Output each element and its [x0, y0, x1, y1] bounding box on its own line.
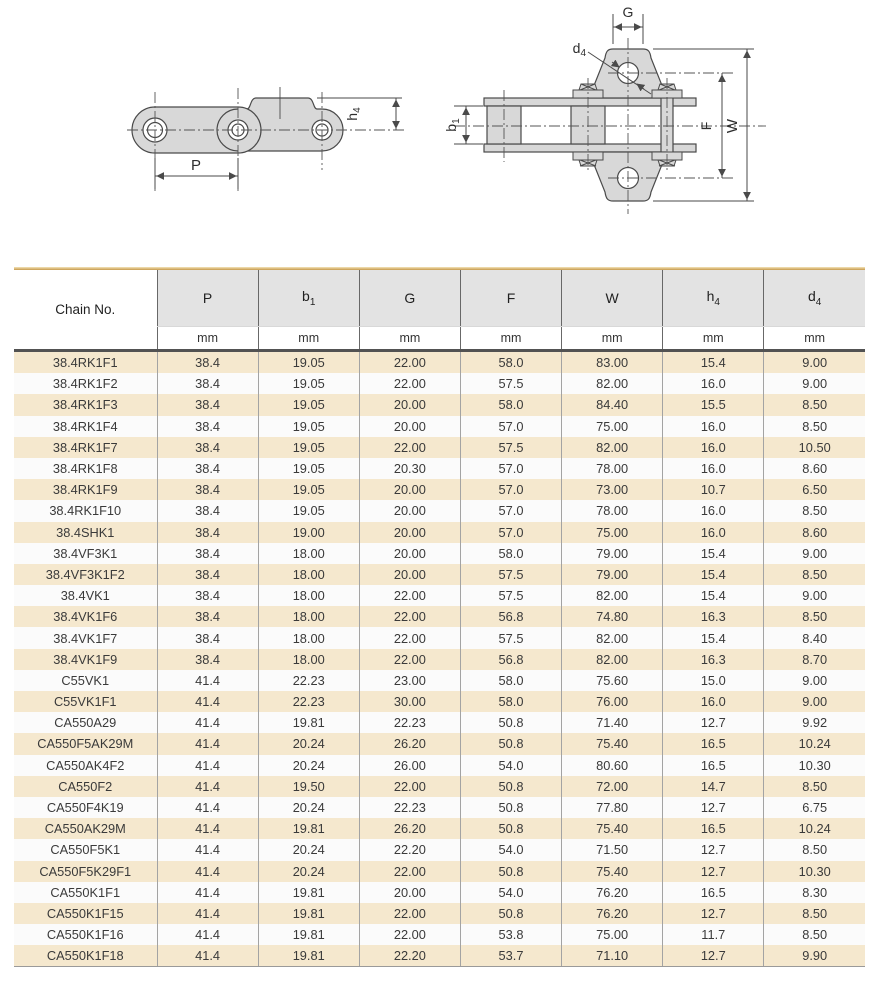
value-cell: 9.00 — [764, 373, 865, 394]
value-cell: 75.60 — [562, 670, 663, 691]
table-row — [14, 585, 865, 606]
value-cell: 23.00 — [359, 670, 460, 691]
table-row — [14, 755, 865, 776]
chain-no-cell: 38.4VK1F7 — [53, 630, 118, 646]
value-cell: 38.4 — [157, 522, 258, 543]
value-cell: 19.05 — [258, 437, 359, 458]
value-cell: 38.4 — [157, 479, 258, 500]
value-cell: 38.4 — [157, 649, 258, 670]
chain-no-cell: 38.4VF3K1 — [53, 545, 118, 561]
value-cell: 18.00 — [258, 564, 359, 585]
table-row — [14, 500, 865, 521]
value-cell: 50.8 — [460, 903, 561, 924]
value-cell: 10.24 — [764, 818, 865, 839]
table-row — [14, 649, 865, 670]
value-cell: 16.3 — [663, 649, 764, 670]
value-cell: 14.7 — [663, 776, 764, 797]
value-cell: 38.4 — [157, 627, 258, 648]
unit-cell-f: mm — [460, 327, 561, 351]
column-header-w: W — [562, 270, 663, 327]
technical-drawings — [0, 0, 879, 240]
value-cell: 9.00 — [764, 585, 865, 606]
value-cell: 22.00 — [359, 606, 460, 627]
side-view-diagram — [127, 87, 407, 191]
value-cell: 82.00 — [562, 437, 663, 458]
value-cell: 26.20 — [359, 818, 460, 839]
value-cell: 20.00 — [359, 543, 460, 564]
value-cell: 57.0 — [460, 416, 561, 437]
value-cell: 15.4 — [663, 564, 764, 585]
value-cell: 41.4 — [157, 776, 258, 797]
unit-cell-p: mm — [157, 327, 258, 351]
value-cell: 41.4 — [157, 670, 258, 691]
value-cell: 9.00 — [764, 543, 865, 564]
value-cell: 20.00 — [359, 882, 460, 903]
table-row — [14, 924, 865, 945]
f-label: F — [698, 121, 714, 131]
value-cell: 41.4 — [157, 733, 258, 754]
value-cell: 38.4 — [157, 394, 258, 415]
value-cell: 22.00 — [359, 924, 460, 945]
value-cell: 22.23 — [258, 691, 359, 712]
value-cell: 38.4 — [157, 543, 258, 564]
value-cell: 79.00 — [562, 564, 663, 585]
value-cell: 57.0 — [460, 522, 561, 543]
value-cell: 20.00 — [359, 564, 460, 585]
table-row — [14, 797, 865, 818]
value-cell: 19.05 — [258, 394, 359, 415]
value-cell: 72.00 — [562, 776, 663, 797]
chain-no-cell: CA550K1F18 — [14, 945, 157, 967]
unit-cell-g: mm — [359, 327, 460, 351]
value-cell: 20.24 — [258, 861, 359, 882]
value-cell: 16.5 — [663, 733, 764, 754]
chain-no-cell: 38.4VK1 — [60, 588, 110, 604]
value-cell: 57.5 — [460, 627, 561, 648]
value-cell: 22.00 — [359, 437, 460, 458]
table-row — [14, 543, 865, 564]
value-cell: 22.23 — [359, 712, 460, 733]
value-cell: 76.20 — [562, 903, 663, 924]
value-cell: 30.00 — [359, 691, 460, 712]
value-cell: 8.40 — [764, 627, 865, 648]
chain-no-cell: CA550F5K29F1 — [39, 863, 132, 879]
column-header-b1: $b_1$ — [258, 270, 359, 327]
value-cell: 10.50 — [764, 437, 865, 458]
value-cell: 6.75 — [764, 797, 865, 818]
value-cell: 8.50 — [764, 394, 865, 415]
chain-no-cell: 38.4RK1F8 — [52, 461, 118, 477]
value-cell: 71.40 — [562, 712, 663, 733]
value-cell: 41.4 — [157, 924, 258, 945]
column-header-h4: $h_4$ — [663, 270, 764, 327]
table-row — [14, 945, 865, 967]
value-cell: 38.4 — [157, 564, 258, 585]
value-cell: 75.00 — [562, 924, 663, 945]
value-cell: 8.30 — [764, 882, 865, 903]
value-cell: 8.50 — [764, 903, 865, 924]
value-cell: 22.00 — [359, 776, 460, 797]
value-cell: 16.3 — [663, 606, 764, 627]
value-cell: 53.8 — [460, 924, 561, 945]
value-cell: 50.8 — [460, 712, 561, 733]
value-cell: 71.10 — [562, 945, 663, 967]
value-cell: 16.0 — [663, 437, 764, 458]
value-cell: 10.7 — [663, 479, 764, 500]
value-cell: 9.00 — [764, 670, 865, 691]
value-cell: 8.50 — [764, 500, 865, 521]
value-cell: 19.81 — [258, 945, 359, 967]
value-cell: 82.00 — [562, 373, 663, 394]
value-cell: 41.4 — [157, 861, 258, 882]
chain-no-cell: CA550F4K19 — [46, 800, 124, 816]
value-cell: 57.5 — [460, 564, 561, 585]
chain-no-cell: 38.4RK1F3 — [52, 397, 118, 413]
value-cell: 16.0 — [663, 522, 764, 543]
value-cell: 79.00 — [562, 543, 663, 564]
value-cell: 19.05 — [258, 458, 359, 479]
table-head — [14, 270, 865, 351]
value-cell: 38.4 — [157, 373, 258, 394]
table-row — [14, 691, 865, 712]
value-cell: 10.30 — [764, 861, 865, 882]
value-cell: 19.81 — [258, 818, 359, 839]
value-cell: 8.50 — [764, 839, 865, 860]
value-cell: 12.7 — [663, 903, 764, 924]
value-cell: 75.40 — [562, 861, 663, 882]
value-cell: 16.0 — [663, 416, 764, 437]
value-cell: 56.8 — [460, 606, 561, 627]
value-cell: 80.60 — [562, 755, 663, 776]
chain-no-cell: 38.4RK1F1 — [52, 355, 118, 371]
value-cell: 71.50 — [562, 839, 663, 860]
value-cell: 9.00 — [764, 351, 865, 374]
value-cell: 73.00 — [562, 479, 663, 500]
value-cell: 19.81 — [258, 903, 359, 924]
value-cell: 19.00 — [258, 522, 359, 543]
value-cell: 77.80 — [562, 797, 663, 818]
value-cell: 20.24 — [258, 839, 359, 860]
value-cell: 22.00 — [359, 373, 460, 394]
value-cell: 38.4 — [157, 437, 258, 458]
value-cell: 38.4 — [157, 416, 258, 437]
table-row — [14, 373, 865, 394]
unit-cell-h4: mm — [663, 327, 764, 351]
value-cell: 20.00 — [359, 500, 460, 521]
value-cell: 8.50 — [764, 924, 865, 945]
value-cell: 12.7 — [663, 945, 764, 967]
table-row — [14, 606, 865, 627]
table-row — [14, 479, 865, 500]
value-cell: 19.81 — [258, 712, 359, 733]
column-header-p: P — [157, 270, 258, 327]
value-cell: 83.00 — [562, 351, 663, 374]
value-cell: 9.00 — [764, 691, 865, 712]
value-cell: 41.4 — [157, 839, 258, 860]
unit-cell-w: mm — [562, 327, 663, 351]
value-cell: 41.4 — [157, 903, 258, 924]
value-cell: 50.8 — [460, 861, 561, 882]
value-cell: 38.4 — [157, 458, 258, 479]
value-cell: 76.20 — [562, 882, 663, 903]
value-cell: 22.00 — [359, 351, 460, 374]
value-cell: 22.20 — [359, 839, 460, 860]
value-cell: 9.90 — [764, 945, 865, 967]
value-cell: 18.00 — [258, 606, 359, 627]
value-cell: 54.0 — [460, 755, 561, 776]
value-cell: 78.00 — [562, 458, 663, 479]
value-cell: 6.50 — [764, 479, 865, 500]
value-cell: 15.4 — [663, 351, 764, 374]
value-cell: 20.30 — [359, 458, 460, 479]
value-cell: 41.4 — [157, 945, 258, 967]
value-cell: 15.4 — [663, 585, 764, 606]
top-view-diagram — [443, 4, 766, 214]
chain-no-cell: CA550F2 — [58, 778, 113, 794]
value-cell: 8.70 — [764, 649, 865, 670]
table-row — [14, 416, 865, 437]
value-cell: 22.00 — [359, 861, 460, 882]
value-cell: 20.00 — [359, 394, 460, 415]
value-cell: 8.60 — [764, 522, 865, 543]
value-cell: 41.4 — [157, 818, 258, 839]
chain-no-cell: C55VK1 — [61, 672, 110, 688]
chain-no-cell: C55VK1F1 — [53, 694, 117, 710]
chain-no-cell: 38.4RK1F4 — [52, 418, 118, 434]
value-cell: 19.81 — [258, 882, 359, 903]
value-cell: 15.0 — [663, 670, 764, 691]
value-cell: 19.05 — [258, 416, 359, 437]
value-cell: 53.7 — [460, 945, 561, 967]
table-row — [14, 882, 865, 903]
d4-label: $d_4$ — [572, 40, 586, 59]
value-cell: 58.0 — [460, 351, 561, 374]
table-row — [14, 818, 865, 839]
value-cell: 20.24 — [258, 797, 359, 818]
chain-no-cell: CA550K1F16 — [46, 927, 124, 943]
value-cell: 75.40 — [562, 818, 663, 839]
value-cell: 12.7 — [663, 797, 764, 818]
value-cell: 19.50 — [258, 776, 359, 797]
value-cell: 58.0 — [460, 670, 561, 691]
chain-no-cell: 38.4RK1F7 — [52, 439, 118, 455]
value-cell: 57.0 — [460, 500, 561, 521]
table-body — [14, 351, 865, 967]
unit-cell-b1: mm — [258, 327, 359, 351]
value-cell: 57.5 — [460, 373, 561, 394]
chain-no-cell: 38.4VK1F9 — [53, 651, 118, 667]
value-cell: 38.4 — [157, 606, 258, 627]
value-cell: 50.8 — [460, 776, 561, 797]
value-cell: 16.5 — [663, 755, 764, 776]
chain-no-cell: 38.4RK1F2 — [52, 376, 118, 392]
value-cell: 12.7 — [663, 839, 764, 860]
value-cell: 54.0 — [460, 839, 561, 860]
value-cell: 10.24 — [764, 733, 865, 754]
value-cell: 57.0 — [460, 458, 561, 479]
value-cell: 57.5 — [460, 585, 561, 606]
value-cell: 22.00 — [359, 903, 460, 924]
g-label: G — [622, 4, 634, 20]
value-cell: 16.0 — [663, 373, 764, 394]
w-label: W — [724, 118, 741, 134]
value-cell: 58.0 — [460, 394, 561, 415]
value-cell: 19.05 — [258, 351, 359, 374]
b1-label: $b_1$ — [443, 118, 462, 132]
value-cell: 38.4 — [157, 500, 258, 521]
chain-no-cell: CA550A29 — [54, 715, 117, 731]
chain-no-cell: CA550F5AK29M — [37, 736, 134, 752]
value-cell: 75.00 — [562, 522, 663, 543]
value-cell: 18.00 — [258, 585, 359, 606]
value-cell: 16.0 — [663, 458, 764, 479]
value-cell: 18.00 — [258, 627, 359, 648]
value-cell: 22.23 — [258, 670, 359, 691]
table-row — [14, 351, 865, 374]
chain-no-cell: 38.4RK1F9 — [52, 482, 118, 498]
table-row — [14, 394, 865, 415]
value-cell: 50.8 — [460, 797, 561, 818]
value-cell: 58.0 — [460, 691, 561, 712]
column-header-d4: $d_4$ — [764, 270, 865, 327]
value-cell: 9.92 — [764, 712, 865, 733]
value-cell: 8.50 — [764, 606, 865, 627]
column-header-chain_no: Chain No. — [14, 270, 157, 351]
value-cell: 41.4 — [157, 712, 258, 733]
value-cell: 22.00 — [359, 649, 460, 670]
value-cell: 22.20 — [359, 945, 460, 967]
value-cell: 20.00 — [359, 479, 460, 500]
value-cell: 10.30 — [764, 755, 865, 776]
value-cell: 74.80 — [562, 606, 663, 627]
table-row — [14, 733, 865, 754]
table-row — [14, 670, 865, 691]
value-cell: 18.00 — [258, 543, 359, 564]
table-row — [14, 522, 865, 543]
value-cell: 8.60 — [764, 458, 865, 479]
value-cell: 84.40 — [562, 394, 663, 415]
chain-no-cell: CA550K1F1 — [50, 884, 121, 900]
unit-cell-d4: mm — [764, 327, 865, 351]
value-cell: 16.0 — [663, 500, 764, 521]
value-cell: 20.24 — [258, 733, 359, 754]
value-cell: 50.8 — [460, 733, 561, 754]
value-cell: 38.4 — [157, 351, 258, 374]
value-cell: 8.50 — [764, 416, 865, 437]
value-cell: 41.4 — [157, 755, 258, 776]
chain-no-cell: 38.4VK1F6 — [53, 609, 118, 625]
value-cell: 78.00 — [562, 500, 663, 521]
value-cell: 82.00 — [562, 627, 663, 648]
value-cell: 41.4 — [157, 797, 258, 818]
chain-no-cell: CA550F5K1 — [50, 842, 121, 858]
value-cell: 75.40 — [562, 733, 663, 754]
value-cell: 50.8 — [460, 818, 561, 839]
value-cell: 15.4 — [663, 627, 764, 648]
pitch-label: P — [190, 157, 202, 174]
table-row — [14, 776, 865, 797]
table-row — [14, 903, 865, 924]
value-cell: 19.05 — [258, 373, 359, 394]
value-cell: 82.00 — [562, 649, 663, 670]
value-cell: 76.00 — [562, 691, 663, 712]
value-cell: 54.0 — [460, 882, 561, 903]
value-cell: 58.0 — [460, 543, 561, 564]
value-cell: 11.7 — [663, 924, 764, 945]
value-cell: 20.00 — [359, 522, 460, 543]
table-row — [14, 712, 865, 733]
value-cell: 41.4 — [157, 691, 258, 712]
table-row — [14, 458, 865, 479]
table-row — [14, 627, 865, 648]
value-cell: 82.00 — [562, 585, 663, 606]
value-cell: 8.50 — [764, 776, 865, 797]
value-cell: 56.8 — [460, 649, 561, 670]
chain-no-cell: CA550K1F15 — [46, 905, 124, 921]
chain-no-cell: CA550AK4F2 — [46, 757, 125, 773]
value-cell: 57.0 — [460, 479, 561, 500]
spec-table-container — [14, 267, 865, 967]
column-header-f: F — [460, 270, 561, 327]
value-cell: 18.00 — [258, 649, 359, 670]
value-cell: 16.5 — [663, 818, 764, 839]
chain-no-cell: 38.4RK1F10 — [49, 503, 122, 519]
value-cell: 57.5 — [460, 437, 561, 458]
value-cell: 26.20 — [359, 733, 460, 754]
value-cell: 19.05 — [258, 479, 359, 500]
value-cell: 8.50 — [764, 564, 865, 585]
column-header-g: G — [359, 270, 460, 327]
chain-no-cell: 38.4SHK1 — [56, 524, 115, 540]
table-row — [14, 839, 865, 860]
value-cell: 22.00 — [359, 627, 460, 648]
table-row — [14, 437, 865, 458]
value-cell: 16.0 — [663, 691, 764, 712]
value-cell: 12.7 — [663, 712, 764, 733]
value-cell: 20.24 — [258, 755, 359, 776]
value-cell: 15.4 — [663, 543, 764, 564]
value-cell: 20.00 — [359, 416, 460, 437]
value-cell: 22.23 — [359, 797, 460, 818]
value-cell: 19.05 — [258, 500, 359, 521]
table-row — [14, 564, 865, 585]
value-cell: 38.4 — [157, 585, 258, 606]
value-cell: 41.4 — [157, 882, 258, 903]
value-cell: 15.5 — [663, 394, 764, 415]
h4-label: $h_4$ — [344, 107, 363, 121]
value-cell: 22.00 — [359, 585, 460, 606]
value-cell: 12.7 — [663, 861, 764, 882]
chain-spec-table — [14, 270, 865, 967]
table-row — [14, 861, 865, 882]
value-cell: 19.81 — [258, 924, 359, 945]
chain-no-cell: CA550AK29M — [44, 821, 126, 837]
value-cell: 16.5 — [663, 882, 764, 903]
chain-no-cell: 38.4VF3K1F2 — [45, 566, 125, 582]
value-cell: 26.00 — [359, 755, 460, 776]
value-cell: 75.00 — [562, 416, 663, 437]
